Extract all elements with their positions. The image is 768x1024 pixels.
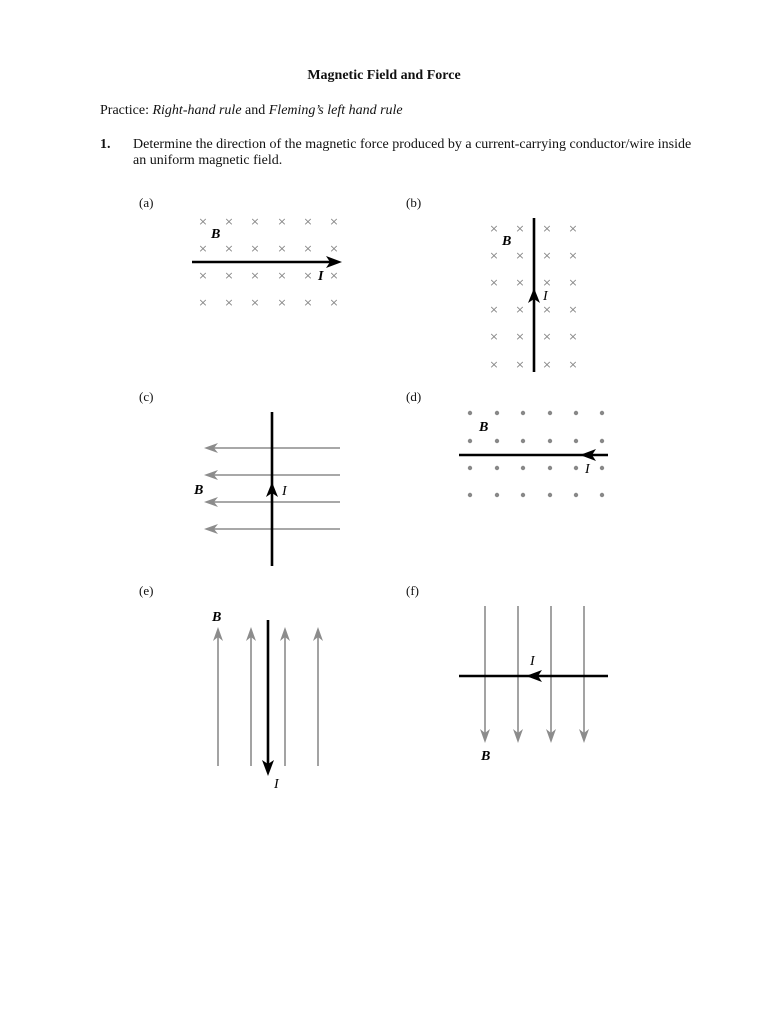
practice-and: and (245, 103, 266, 118)
field-arrow (313, 627, 323, 641)
field-label-e: B (212, 610, 222, 625)
field-arrow (579, 729, 589, 743)
field-cross-symbol: × (250, 242, 260, 255)
field-cross-symbol: × (329, 269, 339, 282)
current-label-e: I (274, 777, 279, 792)
field-arrow (213, 627, 223, 641)
field-dots-d (468, 411, 604, 497)
field-cross-symbol: × (198, 296, 208, 309)
field-cross-symbol: × (250, 215, 260, 228)
current-label-f: I (530, 654, 535, 669)
field-lines-e (213, 627, 323, 766)
page-title: Magnetic Field and Force (307, 68, 461, 83)
field-label-d: B (479, 420, 489, 435)
field-cross-symbol: × (489, 303, 499, 316)
field-dot-symbol (468, 439, 472, 443)
field-dot-symbol (521, 466, 525, 470)
field-dot-symbol (495, 411, 499, 415)
field-dot-symbol (574, 493, 578, 497)
field-cross-symbol: × (224, 296, 234, 309)
field-dot-symbol (495, 493, 499, 497)
field-arrow (246, 627, 256, 641)
field-cross-symbol: × (329, 296, 339, 309)
field-lines-c (204, 443, 340, 534)
field-dot-symbol (574, 466, 578, 470)
field-dot-symbol (521, 411, 525, 415)
field-arrow (546, 729, 556, 743)
field-cross-symbol: × (329, 242, 339, 255)
field-cross-symbol: × (277, 296, 287, 309)
field-cross-symbol: × (568, 358, 578, 371)
current-label-c: I (282, 484, 287, 499)
field-dot-symbol (574, 439, 578, 443)
field-cross-symbol: × (198, 242, 208, 255)
field-dot-symbol (548, 493, 552, 497)
field-cross-symbol: × (250, 269, 260, 282)
field-label-f: B (481, 749, 491, 764)
field-arrow (513, 729, 523, 743)
field-cross-symbol: × (489, 276, 499, 289)
field-cross-symbol: × (329, 215, 339, 228)
field-cross-symbol: × (224, 215, 234, 228)
question-text: Determine the direction of the magnetic force produced by a current-carrying conductor/wire inside an uniform magnetic field. (133, 137, 692, 168)
field-dot-symbol (574, 411, 578, 415)
field-dot-symbol (548, 466, 552, 470)
field-cross-symbol: × (250, 296, 260, 309)
field-cross-symbol: × (277, 215, 287, 228)
field-arrow (280, 627, 290, 641)
field-arrow (204, 443, 218, 453)
current-arrow-b (528, 288, 540, 303)
field-cross-symbol: × (303, 296, 313, 309)
field-dot-symbol (468, 493, 472, 497)
field-dot-symbol (600, 439, 604, 443)
field-dot-symbol (521, 439, 525, 443)
field-arrow (204, 497, 218, 507)
field-dot-symbol (495, 466, 499, 470)
field-cross-symbol: × (515, 330, 525, 343)
field-cross-symbol: × (568, 249, 578, 262)
field-crosses-a (198, 215, 338, 309)
field-cross-symbol: × (542, 358, 552, 371)
field-cross-symbol: × (542, 276, 552, 289)
field-dot-symbol (468, 466, 472, 470)
label-a: (a) (139, 195, 154, 210)
practice-rule-2: Fleming’s left hand rule (268, 103, 403, 118)
current-arrow-f (526, 670, 542, 682)
current-arrow-e (262, 760, 274, 776)
field-cross-symbol: × (568, 276, 578, 289)
field-dot-symbol (600, 411, 604, 415)
current-arrow-a (326, 256, 342, 268)
field-cross-symbol: × (198, 215, 208, 228)
field-cross-symbol: × (303, 269, 313, 282)
field-lines-f (480, 606, 589, 743)
field-cross-symbol: × (515, 276, 525, 289)
field-cross-symbol: × (542, 303, 552, 316)
label-f: (f) (406, 583, 419, 598)
field-cross-symbol: × (277, 242, 287, 255)
field-cross-symbol: × (303, 215, 313, 228)
field-cross-symbol: × (224, 242, 234, 255)
field-label-b: B (502, 234, 512, 249)
field-cross-symbol: × (542, 330, 552, 343)
field-cross-symbol: × (489, 358, 499, 371)
field-dot-symbol (468, 411, 472, 415)
field-cross-symbol: × (515, 358, 525, 371)
label-e: (e) (139, 583, 154, 598)
current-arrow-c (266, 482, 278, 497)
question-number: 1. (100, 137, 111, 152)
field-cross-symbol: × (489, 249, 499, 262)
field-cross-symbol: × (515, 222, 525, 235)
label-c: (c) (139, 389, 154, 404)
label-d: (d) (406, 389, 422, 404)
current-label-d: I (585, 462, 590, 477)
current-label-a: I (318, 269, 324, 284)
field-dot-symbol (548, 439, 552, 443)
field-cross-symbol: × (277, 269, 287, 282)
field-dot-symbol (548, 411, 552, 415)
field-cross-symbol: × (489, 222, 499, 235)
field-label-a: B (211, 227, 221, 242)
field-cross-symbol: × (489, 330, 499, 343)
field-label-c: B (194, 483, 204, 498)
label-b: (b) (406, 195, 422, 210)
field-dot-symbol (600, 493, 604, 497)
field-cross-symbol: × (568, 330, 578, 343)
field-arrow (480, 729, 490, 743)
current-label-b: I (543, 289, 548, 304)
field-arrow (204, 470, 218, 480)
current-arrow-d (580, 449, 596, 461)
field-cross-symbol: × (568, 303, 578, 316)
field-cross-symbol: × (542, 249, 552, 262)
field-cross-symbol: × (515, 249, 525, 262)
practice-prefix: Practice: (100, 103, 149, 118)
field-cross-symbol: × (515, 303, 525, 316)
field-dot-symbol (600, 466, 604, 470)
field-crosses-b (489, 222, 577, 371)
field-dot-symbol (521, 493, 525, 497)
field-arrow (204, 524, 218, 534)
practice-line (100, 103, 403, 119)
field-cross-symbol: × (224, 269, 234, 282)
field-cross-symbol: × (303, 242, 313, 255)
field-cross-symbol: × (542, 222, 552, 235)
practice-rule-1: Right-hand rule (152, 103, 242, 118)
field-cross-symbol: × (198, 269, 208, 282)
field-dot-symbol (495, 439, 499, 443)
field-cross-symbol: × (568, 222, 578, 235)
